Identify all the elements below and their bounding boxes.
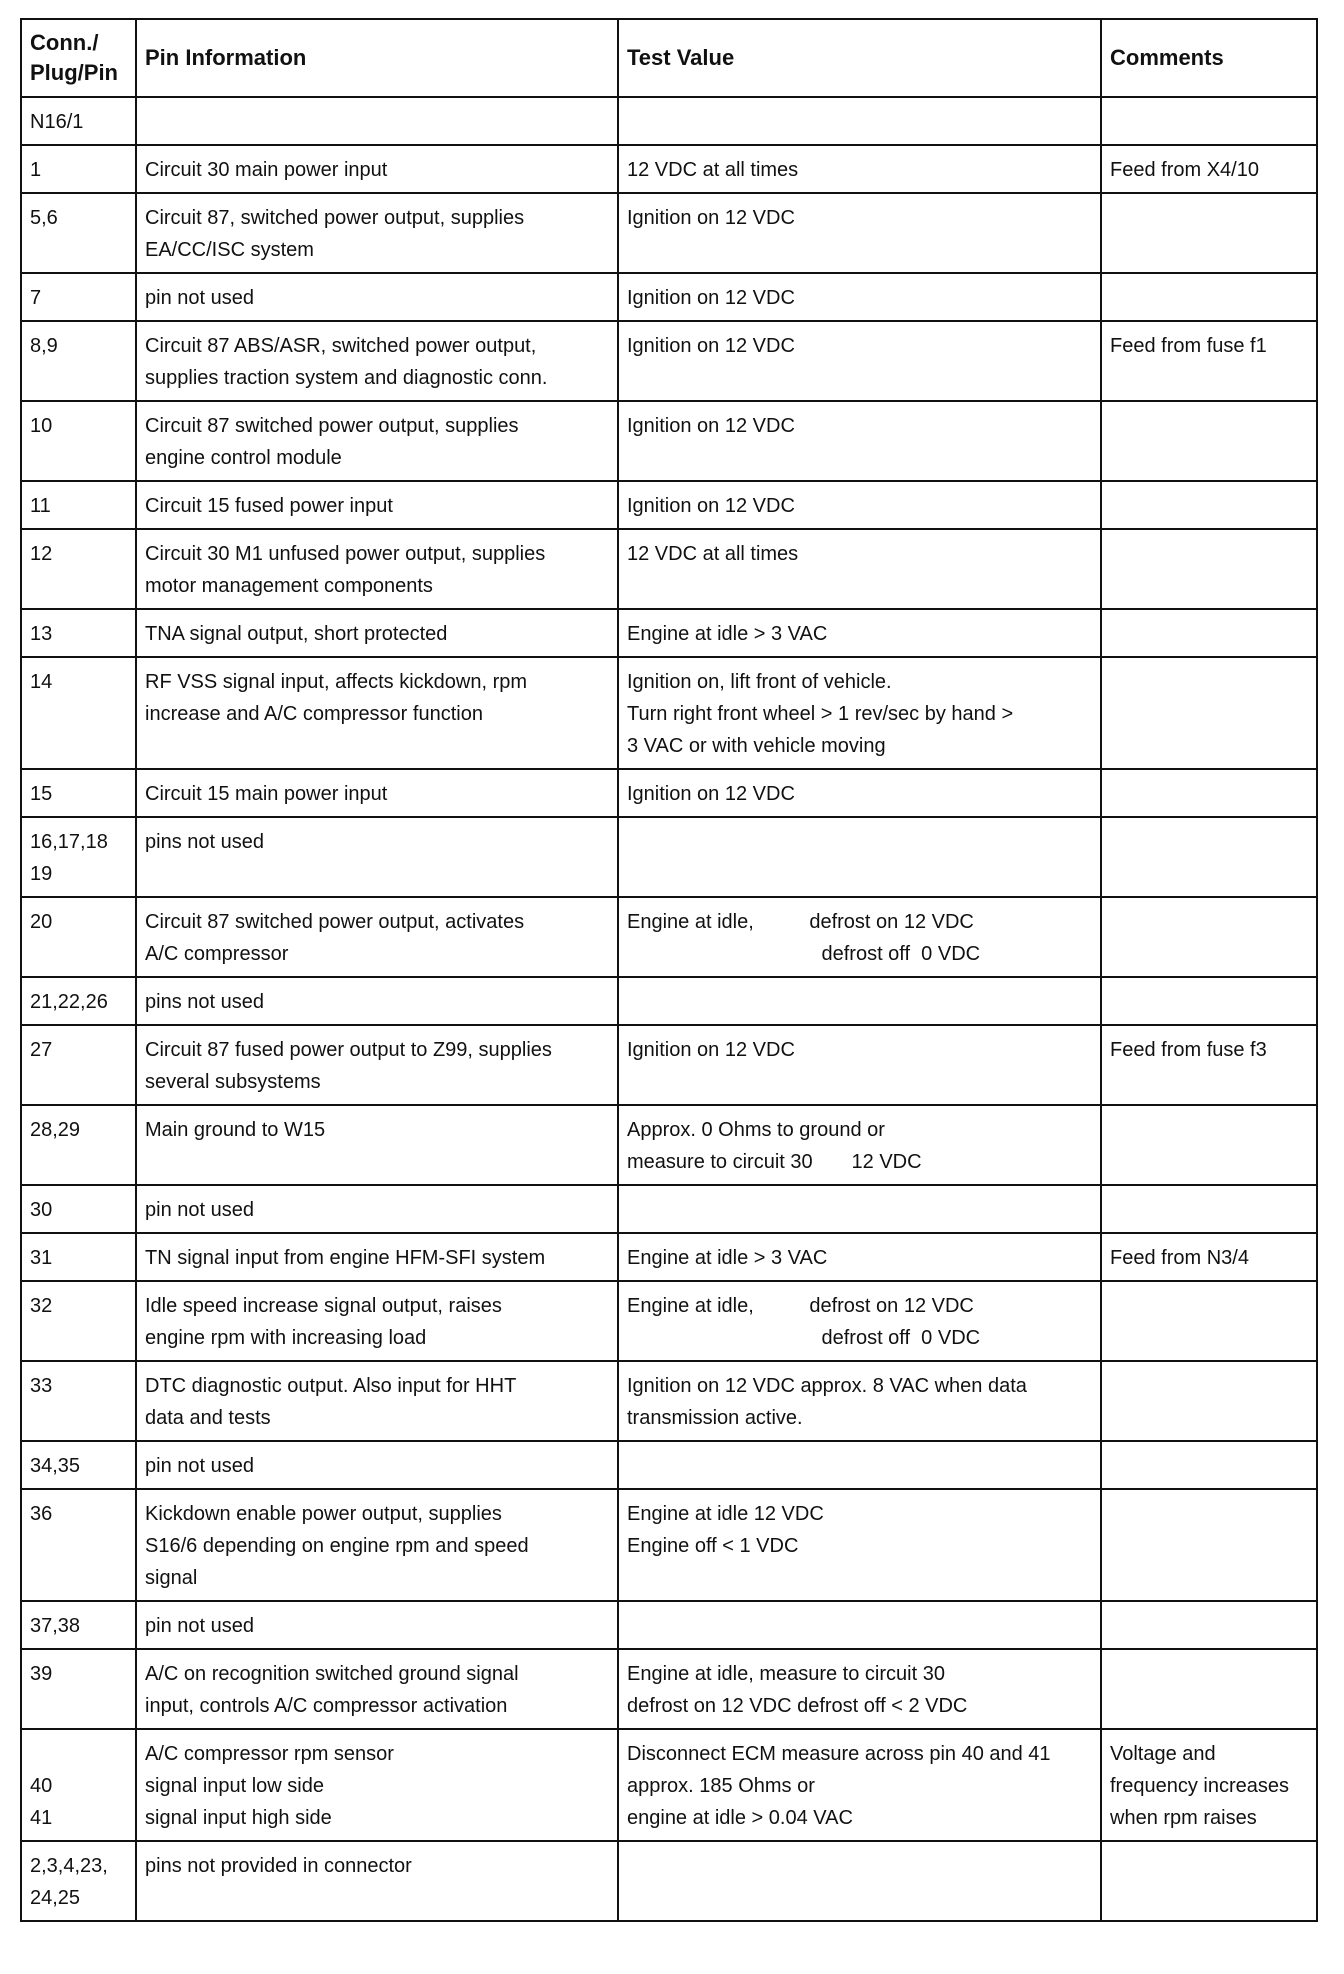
cell-comments bbox=[1101, 1841, 1317, 1921]
table-row bbox=[21, 481, 1317, 529]
cell-comments bbox=[1101, 977, 1317, 1025]
cell-pin: 27 bbox=[21, 1025, 136, 1105]
table-header-row bbox=[21, 19, 1317, 97]
cell-pin-information: Kickdown enable power output, supplies S16/6 depending on engine rpm and speed signal bbox=[136, 1489, 618, 1601]
cell-pin: 32 bbox=[21, 1281, 136, 1361]
cell-pin-information: A/C on recognition switched ground signal input, controls A/C compressor activation bbox=[136, 1649, 618, 1729]
cell-pin-information: TNA signal output, short protected bbox=[136, 609, 618, 657]
cell-test-value bbox=[618, 1601, 1101, 1649]
cell-pin-information: DTC diagnostic output. Also input for HHT data and tests bbox=[136, 1361, 618, 1441]
table-row bbox=[21, 1441, 1317, 1489]
cell-test-value bbox=[618, 817, 1101, 897]
table-row bbox=[21, 1105, 1317, 1185]
cell-pin: 2,3,4,23, 24,25 bbox=[21, 1841, 136, 1921]
table-row bbox=[21, 97, 1317, 145]
table-row bbox=[21, 817, 1317, 897]
table-row bbox=[21, 657, 1317, 769]
test-value-split: Approx. 0 Ohms to ground or measure to circuit 30 12 VDC bbox=[627, 1119, 922, 1173]
cell-pin-information: pins not used bbox=[136, 817, 618, 897]
cell-comments bbox=[1101, 1281, 1317, 1361]
cell-pin: 30 bbox=[21, 1185, 136, 1233]
cell-comments bbox=[1101, 1185, 1317, 1233]
cell-pin: 13 bbox=[21, 609, 136, 657]
table-row bbox=[21, 1361, 1317, 1441]
cell-pin: 33 bbox=[21, 1361, 136, 1441]
table-row bbox=[21, 321, 1317, 401]
table-row bbox=[21, 273, 1317, 321]
cell-pin: 36 bbox=[21, 1489, 136, 1601]
cell-test-value: Engine at idle > 3 VAC bbox=[618, 1233, 1101, 1281]
cell-comments bbox=[1101, 1441, 1317, 1489]
cell-pin-information: Circuit 87 ABS/ASR, switched power output, supplies traction system and diagnostic conn. bbox=[136, 321, 618, 401]
cell-comments bbox=[1101, 97, 1317, 145]
cell-pin-information: Idle speed increase signal output, raises engine rpm with increasing load bbox=[136, 1281, 618, 1361]
cell-pin-information: Circuit 30 M1 unfused power output, supplies motor management components bbox=[136, 529, 618, 609]
cell-pin: N16/1 bbox=[21, 97, 136, 145]
cell-comments bbox=[1101, 193, 1317, 273]
cell-test-value bbox=[618, 897, 1101, 977]
cell-test-value: Engine at idle 12 VDC Engine off < 1 VDC bbox=[618, 1489, 1101, 1601]
cell-pin-information: Circuit 87 fused power output to Z99, supplies several subsystems bbox=[136, 1025, 618, 1105]
cell-comments: Feed from fuse f3 bbox=[1101, 1025, 1317, 1105]
document-page bbox=[20, 18, 1316, 1922]
cell-pin: 40 41 bbox=[21, 1729, 136, 1841]
cell-pin-information: pins not provided in connector bbox=[136, 1841, 618, 1921]
cell-pin: 12 bbox=[21, 529, 136, 609]
cell-test-value: Ignition on 12 VDC bbox=[618, 273, 1101, 321]
cell-pin-information: Circuit 87 switched power output, supplies engine control module bbox=[136, 401, 618, 481]
cell-pin-information: pin not used bbox=[136, 1185, 618, 1233]
cell-comments bbox=[1101, 609, 1317, 657]
cell-pin: 16,17,18 19 bbox=[21, 817, 136, 897]
cell-pin: 8,9 bbox=[21, 321, 136, 401]
cell-pin-information: TN signal input from engine HFM-SFI system bbox=[136, 1233, 618, 1281]
table-row bbox=[21, 145, 1317, 193]
header-pin: Conn./ Plug/Pin bbox=[21, 19, 136, 97]
cell-pin: 37,38 bbox=[21, 1601, 136, 1649]
table-row bbox=[21, 609, 1317, 657]
cell-pin: 11 bbox=[21, 481, 136, 529]
pin-assignment-table bbox=[20, 18, 1318, 1922]
cell-pin: 28,29 bbox=[21, 1105, 136, 1185]
cell-comments bbox=[1101, 657, 1317, 769]
cell-pin-information: Circuit 87, switched power output, supplies EA/CC/ISC system bbox=[136, 193, 618, 273]
test-value-split: Engine at idle, defrost on 12 VDC defrost off 0 VDC bbox=[627, 1295, 981, 1349]
cell-pin-information: pin not used bbox=[136, 1441, 618, 1489]
cell-comments bbox=[1101, 1649, 1317, 1729]
cell-pin-information: Main ground to W15 bbox=[136, 1105, 618, 1185]
cell-pin: 7 bbox=[21, 273, 136, 321]
cell-pin: 31 bbox=[21, 1233, 136, 1281]
cell-comments bbox=[1101, 817, 1317, 897]
cell-test-value bbox=[618, 1105, 1101, 1185]
cell-test-value: Ignition on 12 VDC bbox=[618, 401, 1101, 481]
cell-test-value bbox=[618, 1841, 1101, 1921]
cell-pin-information: Circuit 15 main power input bbox=[136, 769, 618, 817]
cell-test-value: Engine at idle > 3 VAC bbox=[618, 609, 1101, 657]
test-value-split: Engine at idle, defrost on 12 VDC defrost off 0 VDC bbox=[627, 911, 981, 965]
cell-pin-information: A/C compressor rpm sensor signal input low side signal input high side bbox=[136, 1729, 618, 1841]
cell-comments bbox=[1101, 1601, 1317, 1649]
cell-test-value: Ignition on 12 VDC approx. 8 VAC when data transmission active. bbox=[618, 1361, 1101, 1441]
table-row bbox=[21, 193, 1317, 273]
table-row bbox=[21, 1729, 1317, 1841]
cell-test-value: Ignition on 12 VDC bbox=[618, 1025, 1101, 1105]
table-row bbox=[21, 1025, 1317, 1105]
cell-pin-information: pin not used bbox=[136, 1601, 618, 1649]
table-row bbox=[21, 977, 1317, 1025]
header-test-value: Test Value bbox=[618, 19, 1101, 97]
cell-pin-information bbox=[136, 97, 618, 145]
cell-comments bbox=[1101, 529, 1317, 609]
cell-test-value bbox=[618, 977, 1101, 1025]
header-pin-information: Pin Information bbox=[136, 19, 618, 97]
cell-test-value bbox=[618, 1281, 1101, 1361]
table-row bbox=[21, 769, 1317, 817]
table-row bbox=[21, 1649, 1317, 1729]
table-body bbox=[21, 97, 1317, 1921]
cell-comments bbox=[1101, 273, 1317, 321]
cell-pin: 5,6 bbox=[21, 193, 136, 273]
cell-pin-information: Circuit 15 fused power input bbox=[136, 481, 618, 529]
cell-comments bbox=[1101, 1361, 1317, 1441]
cell-comments bbox=[1101, 1489, 1317, 1601]
table-row bbox=[21, 529, 1317, 609]
cell-pin: 20 bbox=[21, 897, 136, 977]
cell-pin: 21,22,26 bbox=[21, 977, 136, 1025]
cell-pin: 10 bbox=[21, 401, 136, 481]
cell-test-value: 12 VDC at all times bbox=[618, 529, 1101, 609]
cell-comments: Feed from fuse f1 bbox=[1101, 321, 1317, 401]
cell-test-value: Ignition on 12 VDC bbox=[618, 769, 1101, 817]
cell-pin: 34,35 bbox=[21, 1441, 136, 1489]
cell-comments bbox=[1101, 897, 1317, 977]
cell-comments bbox=[1101, 481, 1317, 529]
cell-comments bbox=[1101, 769, 1317, 817]
cell-test-value bbox=[618, 1185, 1101, 1233]
cell-comments: Voltage and frequency increases when rpm raises bbox=[1101, 1729, 1317, 1841]
cell-pin-information: Circuit 87 switched power output, activates A/C compressor bbox=[136, 897, 618, 977]
cell-test-value: 12 VDC at all times bbox=[618, 145, 1101, 193]
cell-test-value: Ignition on, lift front of vehicle. Turn right front wheel > 1 rev/sec by hand > 3 VAC or with vehicle moving bbox=[618, 657, 1101, 769]
cell-comments: Feed from X4/10 bbox=[1101, 145, 1317, 193]
cell-pin: 14 bbox=[21, 657, 136, 769]
cell-pin: 39 bbox=[21, 1649, 136, 1729]
cell-test-value: Engine at idle, measure to circuit 30 defrost on 12 VDC defrost off < 2 VDC bbox=[618, 1649, 1101, 1729]
table-row bbox=[21, 1841, 1317, 1921]
header-comments: Comments bbox=[1101, 19, 1317, 97]
table-row bbox=[21, 1233, 1317, 1281]
cell-pin-information: pin not used bbox=[136, 273, 618, 321]
cell-pin-information: pins not used bbox=[136, 977, 618, 1025]
table-row bbox=[21, 1489, 1317, 1601]
table-row bbox=[21, 897, 1317, 977]
table-row bbox=[21, 401, 1317, 481]
table-row bbox=[21, 1281, 1317, 1361]
cell-comments bbox=[1101, 401, 1317, 481]
cell-comments bbox=[1101, 1105, 1317, 1185]
table-row bbox=[21, 1601, 1317, 1649]
cell-test-value: Ignition on 12 VDC bbox=[618, 193, 1101, 273]
cell-test-value bbox=[618, 97, 1101, 145]
cell-test-value: Ignition on 12 VDC bbox=[618, 321, 1101, 401]
cell-pin-information: Circuit 30 main power input bbox=[136, 145, 618, 193]
cell-pin: 1 bbox=[21, 145, 136, 193]
cell-comments: Feed from N3/4 bbox=[1101, 1233, 1317, 1281]
cell-test-value: Ignition on 12 VDC bbox=[618, 481, 1101, 529]
cell-pin: 15 bbox=[21, 769, 136, 817]
cell-test-value bbox=[618, 1441, 1101, 1489]
cell-test-value: Disconnect ECM measure across pin 40 and 41 approx. 185 Ohms or engine at idle > 0.04 VAC bbox=[618, 1729, 1101, 1841]
table-row bbox=[21, 1185, 1317, 1233]
cell-pin-information: RF VSS signal input, affects kickdown, rpm increase and A/C compressor function bbox=[136, 657, 618, 769]
